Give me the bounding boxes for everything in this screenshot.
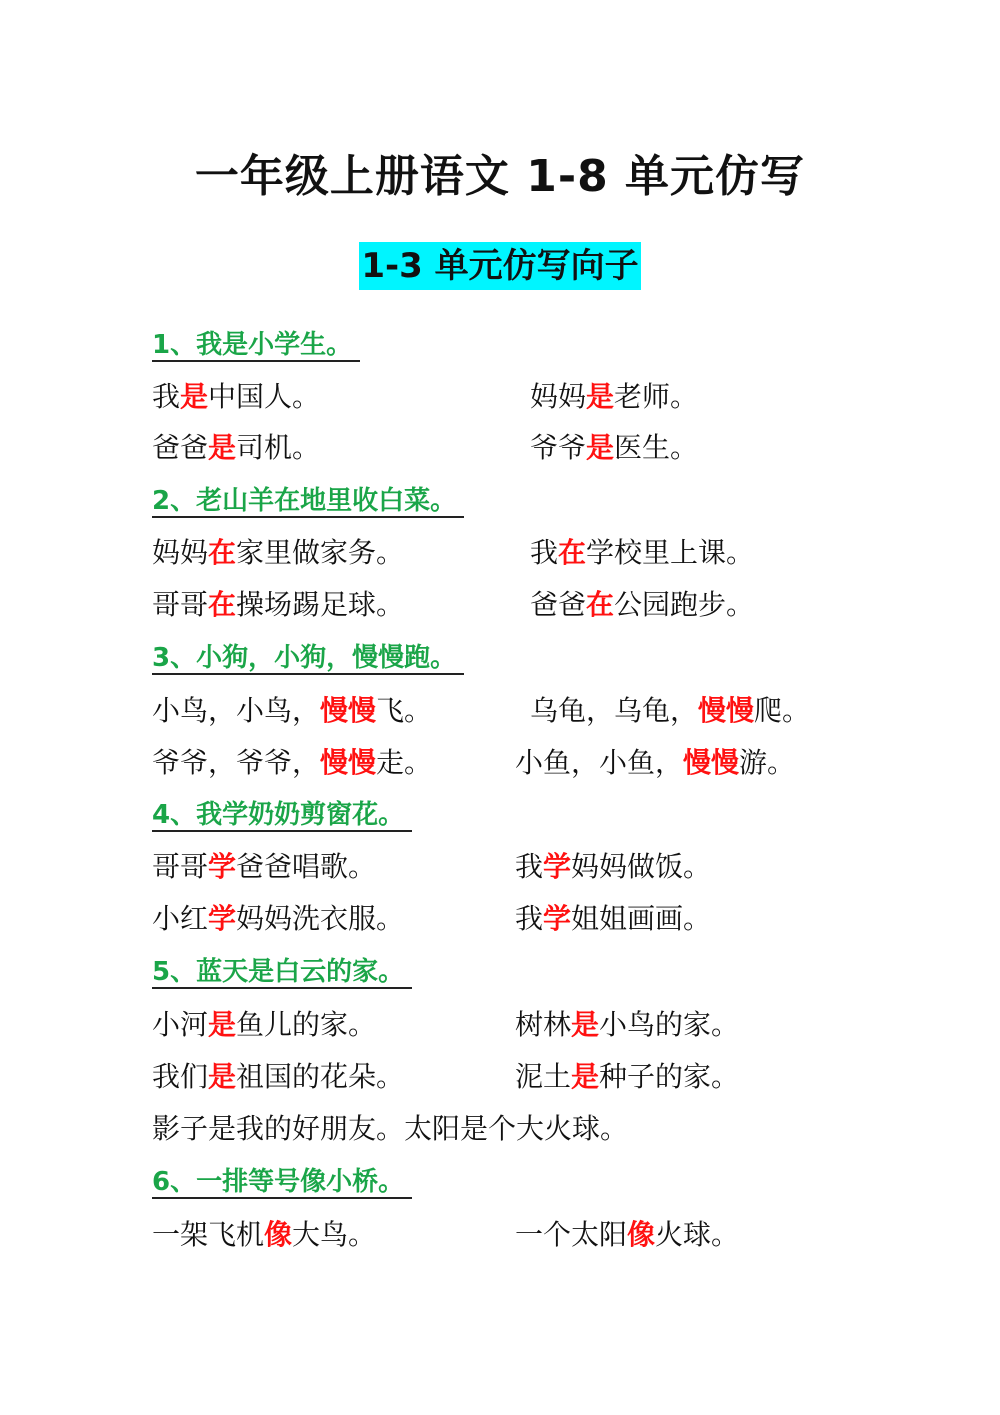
sentence-4-3 — [152, 902, 404, 936]
sentence-5-1 — [152, 1008, 376, 1042]
sentence-post: 爬。 — [754, 694, 811, 727]
highlight-word: 学 — [208, 850, 237, 883]
sentence-2-3 — [152, 588, 404, 622]
sentence-pre: 哥哥 — [152, 588, 209, 621]
sentence-3-2 — [530, 694, 810, 728]
sentence-pre: 我 — [152, 380, 181, 413]
highlight-word: 在 — [586, 588, 615, 621]
highlight-word: 是 — [586, 380, 615, 413]
section-2-heading: 2、老山羊在地里收白菜。 — [152, 486, 464, 518]
sentence-1-4 — [530, 431, 698, 465]
sentence-pre: 我 — [530, 536, 559, 569]
sentence-post: 爸爸唱歌。 — [236, 850, 377, 883]
sentence-post: 妈妈洗衣服。 — [236, 902, 405, 935]
highlight-word: 是 — [208, 1008, 237, 1041]
highlight-word: 是 — [586, 431, 615, 464]
sentence-post: 走。 — [376, 746, 433, 779]
sentence-post: 小鸟的家。 — [599, 1008, 740, 1041]
sentence-post: 老师。 — [614, 380, 699, 413]
sentence-post: 医生。 — [614, 431, 699, 464]
page-title: 一年级上册语文 1-8 单元仿写 — [194, 151, 806, 202]
section-6-heading: 6、一排等号像小桥。 — [152, 1167, 412, 1199]
sentence-pre: 我 — [515, 902, 544, 935]
sentence-5-3 — [152, 1060, 404, 1094]
highlight-word: 学 — [208, 902, 237, 935]
sentence-post: 妈妈做饭。 — [571, 850, 712, 883]
section-1-heading: 1、我是小学生。 — [152, 330, 360, 362]
sentence-pre: 小鸟，小鸟， — [152, 694, 321, 727]
sentence-pre: 树林 — [515, 1008, 572, 1041]
sentence-6-1 — [152, 1218, 376, 1252]
sentence-pre: 小河 — [152, 1008, 209, 1041]
sentence-post: 祖国的花朵。 — [236, 1060, 405, 1093]
sentence-2-2 — [530, 536, 754, 570]
sentence-6-2 — [515, 1218, 739, 1252]
sentence-1-3 — [152, 431, 320, 465]
highlight-word: 慢慢 — [698, 694, 755, 727]
subtitle-wrap — [0, 242, 1000, 290]
highlight-word: 是 — [208, 431, 237, 464]
highlight-word: 慢慢 — [320, 694, 377, 727]
sentence-5-4 — [515, 1060, 739, 1094]
sentence-pre: 爸爸 — [530, 588, 587, 621]
highlight-word: 学 — [543, 850, 572, 883]
sentence-post: 学校里上课。 — [586, 536, 755, 569]
sentence-pre: 小红 — [152, 902, 209, 935]
sentence-pre: 爷爷 — [530, 431, 587, 464]
sentence-3-3 — [152, 746, 432, 780]
sentence-pre: 泥土 — [515, 1060, 572, 1093]
sentence-4-1 — [152, 850, 376, 884]
sentence-pre: 爸爸 — [152, 431, 209, 464]
highlight-word: 像 — [627, 1218, 656, 1251]
sentence-pre: 哥哥 — [152, 850, 209, 883]
sentence-post: 中国人。 — [208, 380, 321, 413]
sentence-3-1 — [152, 694, 432, 728]
highlight-word: 在 — [558, 536, 587, 569]
sentence-post: 家里做家务。 — [236, 536, 405, 569]
sentence-post: 大鸟。 — [292, 1218, 377, 1251]
sentence-1-2 — [530, 380, 698, 414]
sentence-post: 飞。 — [376, 694, 433, 727]
sentence-post: 公园跑步。 — [614, 588, 755, 621]
sentence-post: 鱼儿的家。 — [236, 1008, 377, 1041]
sentence-post: 火球。 — [655, 1218, 740, 1251]
sentence-post: 游。 — [739, 746, 796, 779]
sentence-pre: 一个太阳 — [515, 1218, 628, 1251]
sentence-pre: 妈妈 — [530, 380, 587, 413]
sentence-4-2 — [515, 850, 711, 884]
highlight-word: 是 — [180, 380, 209, 413]
sentence-post: 司机。 — [236, 431, 321, 464]
section-subtitle: 1-3 单元仿写向子 — [359, 242, 640, 290]
sentence-2-1 — [152, 536, 404, 570]
sentence-pre: 妈妈 — [152, 536, 209, 569]
highlight-word: 慢慢 — [683, 746, 740, 779]
highlight-word: 慢慢 — [320, 746, 377, 779]
highlight-word: 像 — [264, 1218, 293, 1251]
highlight-word: 学 — [543, 902, 572, 935]
section-4-heading: 4、我学奶奶剪窗花。 — [152, 800, 412, 832]
highlight-word: 是 — [571, 1060, 600, 1093]
highlight-word: 在 — [208, 588, 237, 621]
section-3-heading: 3、小狗，小狗，慢慢跑。 — [152, 643, 464, 675]
sentence-post: 姐姐画画。 — [571, 902, 712, 935]
section-5-heading: 5、蓝天是白云的家。 — [152, 957, 412, 989]
highlight-word: 是 — [208, 1060, 237, 1093]
sentence-pre: 爷爷，爷爷， — [152, 746, 321, 779]
sentence-1-1 — [152, 380, 320, 414]
highlight-word: 在 — [208, 536, 237, 569]
sentence-3-4 — [515, 746, 795, 780]
sentence-4-4 — [515, 902, 711, 936]
sentence-pre: 我 — [515, 850, 544, 883]
sentence-2-4 — [530, 588, 754, 622]
sentence-pre: 小鱼，小鱼， — [515, 746, 684, 779]
sentence-post: 种子的家。 — [599, 1060, 740, 1093]
sentence-post: 操场踢足球。 — [236, 588, 405, 621]
sentence-5-extra: 影子是我的好朋友。太阳是个大火球。 — [152, 1112, 629, 1145]
highlight-word: 是 — [571, 1008, 600, 1041]
sentence-pre: 一架飞机 — [152, 1218, 265, 1251]
sentence-pre: 乌龟，乌龟， — [530, 694, 699, 727]
sentence-pre: 我们 — [152, 1060, 209, 1093]
sentence-5-2 — [515, 1008, 739, 1042]
